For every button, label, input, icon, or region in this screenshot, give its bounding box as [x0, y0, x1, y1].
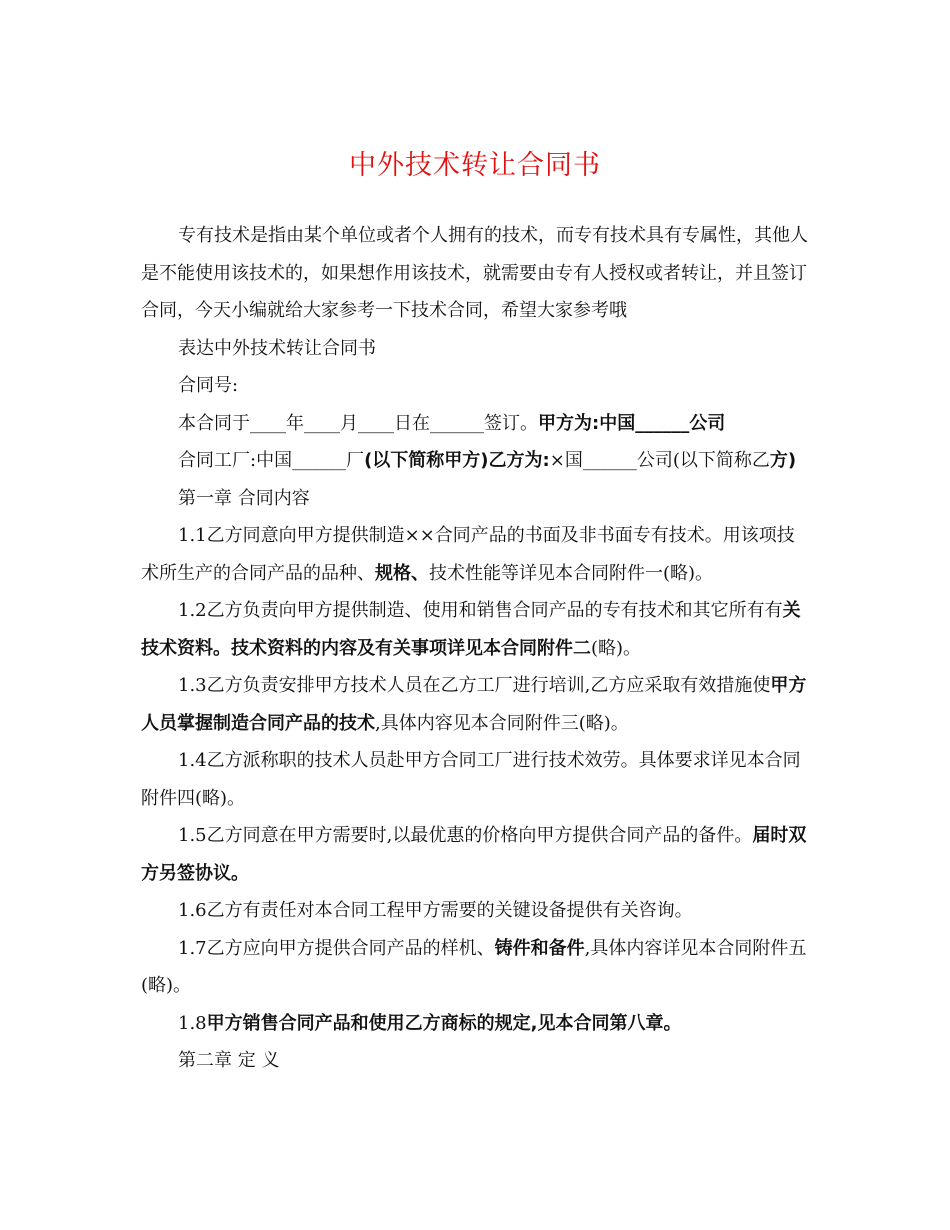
- clause-1-5-bold: 届时双方另签协议。: [141, 825, 807, 884]
- clause-1-1-bold: 规格、: [375, 562, 429, 584]
- clause-1-7-bold: 铸件和备件: [494, 937, 585, 959]
- clause-1-7-text: 1.7乙方应向甲方提供合同产品的样机、: [178, 937, 495, 959]
- clause-1-8-bold: 甲方销售合同产品和使用乙方商标的规定,见本合同第八章。: [206, 1012, 682, 1034]
- clause-1-2: [141, 592, 811, 667]
- party-a-text: 甲方为:中国______公司: [538, 412, 726, 434]
- clause-1-5-text: 1.5乙方同意在甲方需要时,以最优惠的价格向甲方提供合同产品的备件。: [178, 825, 753, 846]
- clause-1-3-bold: 甲方人员掌握制造合同产品的技术: [141, 675, 807, 734]
- clause-1-6: 1.6乙方有责任对本合同工程甲方需要的关键设备提供有关咨询。: [178, 900, 693, 921]
- clause-1-3-text: 1.3乙方负责安排甲方技术人员在乙方工厂进行培训,乙方应采取有效措施使: [178, 675, 771, 696]
- clause-1-3: [141, 667, 811, 742]
- clause-1-7: [141, 930, 811, 1005]
- document-body: [141, 217, 811, 1080]
- clause-1-4: 1.4乙方派称职的技术人员赴甲方合同工厂进行技术效劳。具体要求详见本合同附件四(略)。: [141, 750, 801, 809]
- factory-line: [141, 442, 811, 480]
- chapter-2-heading: 第二章 定 义: [178, 1050, 280, 1071]
- clause-1-8: [141, 1005, 811, 1043]
- clause-1-3-tail: ,具体内容见本合同附件三(略)。: [375, 712, 629, 734]
- clause-1-1-tail: 技术性能等详见本合同附件一(略)。: [429, 562, 714, 584]
- clause-1-7-tail: ,具体内容详见本合同附件五(略)。: [141, 937, 807, 996]
- document-title: 中外技术转让合同书: [349, 150, 601, 181]
- chapter-1-heading: 第一章 合同内容: [178, 487, 310, 509]
- subtitle-line: 表达中外技术转让合同书: [178, 337, 376, 359]
- signing-line: [141, 405, 811, 443]
- clause-1-2-tail: (略)。: [591, 637, 642, 659]
- party-b-text: ×国______公司(以下简称乙: [549, 450, 770, 471]
- intro-paragraph: 专有技术是指由某个单位或者个人拥有的技术，而专有技术具有专属性，其他人是不能使用该技术的，如果想作用该技术，就需要由专有人授权或者转让，并且签订合同，今天小编就给大家参考一下技术合同，希望大家参考哦: [141, 225, 808, 321]
- signing-date-text: 本合同于____年____月____日在______签订。: [178, 412, 538, 434]
- clause-1-2-text: 1.2乙方负责向甲方提供制造、使用和销售合同产品的专有技术和其它所有有: [178, 600, 783, 621]
- clause-1-1: [141, 517, 811, 592]
- contract-number-line: 合同号:: [178, 375, 239, 396]
- clause-1-8-number: 1.8: [178, 1012, 207, 1034]
- factory-text: 合同工厂:中国______厂: [178, 450, 365, 471]
- party-b-abbrev-end: 方): [769, 450, 797, 471]
- clause-1-1-text: 1.1乙方同意向甲方提供制造××合同产品的书面及非书面专有技术。用该项技术所生产的合同产品的品种、: [141, 525, 795, 584]
- party-a-abbrev-text: (以下简称甲方)乙方为:: [364, 450, 550, 471]
- clause-1-2-bold: 关技术资料。技术资料的内容及有关事项详见本合同附件二: [141, 600, 801, 659]
- clause-1-5: [141, 817, 811, 892]
